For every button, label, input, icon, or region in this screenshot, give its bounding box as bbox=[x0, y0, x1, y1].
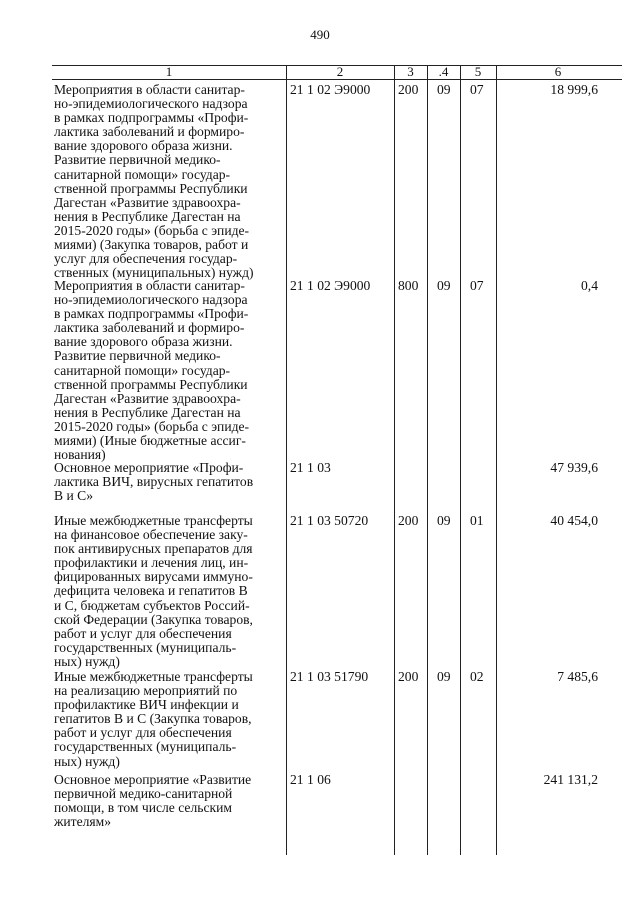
header-col-4: .4 bbox=[438, 64, 449, 79]
row-amount: 241 131,2 bbox=[543, 772, 598, 787]
row-code: 21 1 06 bbox=[290, 772, 331, 787]
row-vr: 200 bbox=[398, 82, 419, 97]
row-rz: 09 bbox=[437, 82, 451, 97]
row-pr: 07 bbox=[470, 278, 484, 293]
row-description: Основное мероприятие «Развитие первичной медико-санитарной помощи, в том числе сельским жителям» bbox=[54, 772, 252, 830]
row-description: Иные межбюджетные трансферты на реализацию мероприятий по профилактике ВИЧ инфекции и гепатитов В и С (Закупка товаров, работ и услуг для обеспечения государственных (муниципаль- ных) нужд) bbox=[54, 669, 253, 769]
row-code: 21 1 03 50720 bbox=[290, 513, 369, 528]
row-description: Основное мероприятие «Профи- лактика ВИЧ, вирусных гепатитов В и С» bbox=[54, 460, 254, 504]
row-description: Мероприятия в области санитар- но-эпидемиологического надзора в рамках подпрограммы «Профи- лактика заболеваний и формиро- вание здорового образа жизни. Развитие первичной медико- санитарной помощи» государ- ственной программы Республики Дагестан «Развитие здравоохра- нения в Республике Дагестан на 2015-2020 годы» (борьба с эпиде- миями) (Иные бюджетные ассиг- нования) bbox=[54, 278, 250, 463]
row-code: 21 1 02 Э9000 bbox=[290, 82, 371, 97]
header-col-3: 3 bbox=[407, 64, 414, 79]
row-vr: 200 bbox=[398, 669, 419, 684]
row-amount: 40 454,0 bbox=[550, 513, 598, 528]
row-amount: 7 485,6 bbox=[557, 669, 598, 684]
row-pr: 01 bbox=[470, 513, 484, 528]
row-amount: 0,4 bbox=[581, 278, 598, 293]
column-divider bbox=[286, 65, 287, 855]
row-code: 21 1 03 bbox=[290, 460, 331, 475]
row-vr: 200 bbox=[398, 513, 419, 528]
column-divider bbox=[460, 65, 461, 855]
row-vr: 800 bbox=[398, 278, 419, 293]
row-description: Мероприятия в области санитар- но-эпидемиологического надзора в рамках подпрограммы «Профи- лактика заболеваний и формиро- вание здорового образа жизни. Развитие первичной медико- санитарной помощи» государ- ственной программы Республики Дагестан «Развитие здравоохра- нения в Республике Дагестан на 2015-2020 годы» (борьба с эпиде- миями) (Закупка товаров, работ и услуг для обеспечения государ- ственных (муниципальных) нужд) bbox=[54, 82, 254, 281]
header-bottom-rule bbox=[52, 79, 622, 80]
row-code: 21 1 02 Э9000 bbox=[290, 278, 371, 293]
row-rz: 09 bbox=[437, 669, 451, 684]
header-col-5: 5 bbox=[474, 64, 482, 79]
row-pr: 02 bbox=[470, 669, 484, 684]
header-col-6: 6 bbox=[554, 64, 562, 79]
row-code: 21 1 03 51790 bbox=[290, 669, 369, 684]
column-divider bbox=[427, 65, 428, 855]
row-amount: 18 999,6 bbox=[550, 82, 598, 97]
header-col-2: 2 bbox=[336, 64, 344, 79]
row-pr: 07 bbox=[470, 82, 484, 97]
header-col-1: 1 bbox=[165, 64, 173, 79]
row-rz: 09 bbox=[437, 278, 451, 293]
page-number: 490 bbox=[310, 27, 330, 42]
row-rz: 09 bbox=[437, 513, 451, 528]
row-amount: 47 939,6 bbox=[550, 460, 598, 475]
row-description: Иные межбюджетные трансферты на финансовое обеспечение заку- пок антивирусных препаратов для профилактики и лечения лиц, ин- фицированных вирусами иммуно- дефицита человека и гепатитов В и С, бюджетам субъектов Россий- ской Федерации (Закупка товаров, работ и услуг для обеспечения государственных (муниципаль- ных) нужд) bbox=[54, 513, 253, 669]
column-divider bbox=[496, 65, 497, 855]
column-divider bbox=[394, 65, 395, 855]
